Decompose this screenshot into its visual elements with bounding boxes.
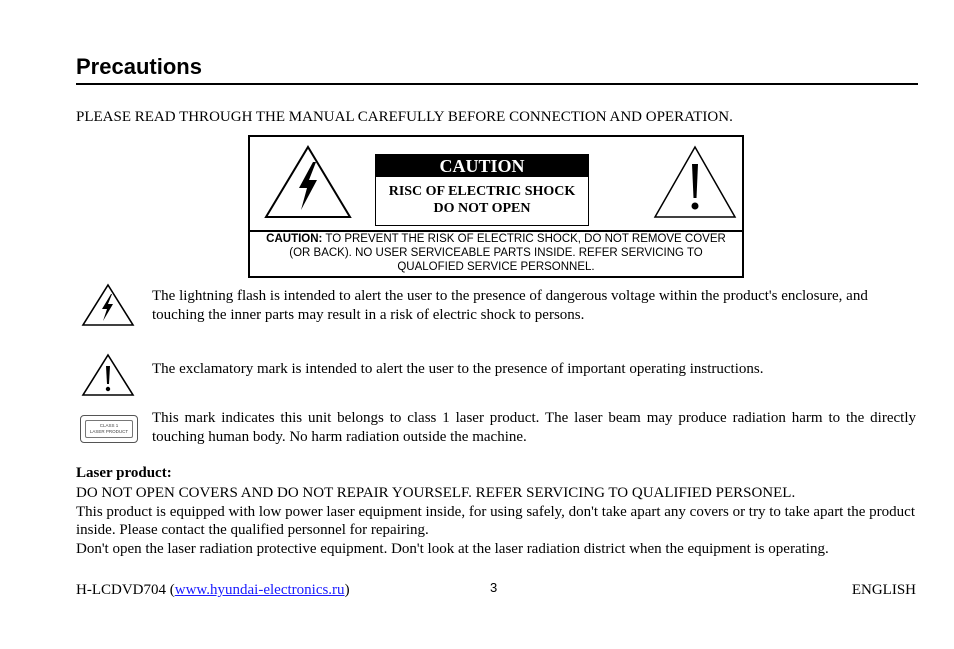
caution-note [256,232,736,274]
laser-mark-description: This mark indicates this unit belongs to class 1 laser product. The laser beam may produce radiation harm to the directly touching human body. No harm radiation outside the machine. [152,410,916,445]
page-title: Precautions [76,54,202,79]
laser-label-line1: CLASS 1 [99,423,119,428]
title-underline [76,83,918,85]
footer-model-text: H-LCDVD704 ( [76,582,175,598]
laser-label-line2: LASER PRODUCT [89,429,129,434]
exclamation-description: The exclamatory mark is intended to alert the user to the presence of important operating instructions. [152,361,764,377]
laser-product-line2: This product is equipped with low power laser equipment inside, for using safely, don't take apart any covers or try to take apart the product inside. Please contact the qualified personnel for repairing. [76,503,915,538]
laser-product-body [76,484,921,558]
laser-product-line3: Don't open the laser radiation protective equipment. Don't look at the laser radiation district when the equipment is operating. [76,540,829,557]
caution-banner-line1: RISC OF ELECTRIC SHOCK [388,184,576,199]
footer-model [76,582,350,599]
caution-banner [375,154,589,226]
intro-text: PLEASE READ THROUGH THE MANUAL CAREFULLY BEFORE CONNECTION AND OPERATION. [76,109,733,125]
caution-banner-title: CAUTION [376,155,588,177]
footer-language: ENGLISH [851,582,916,598]
caution-note-text: TO PREVENT THE RISK OF ELECTRIC SHOCK, DO NOT REMOVE COVER (OR BACK). NO USER SERVICEABLE PARTS INSIDE. REFER SERVICING TO QUALOFIED SERVICE PERSONNEL. [289,233,726,273]
laser-product-line1: DO NOT OPEN COVERS AND DO NOT REPAIR YOURSELF. REFER SERVICING TO QUALIFIED PERSONEL. [76,485,796,501]
footer-website-link[interactable]: www.hyundai-electronics.ru [174,582,345,598]
class1-laser-label-icon [80,415,138,443]
lightning-description: The lightning flash is intended to alert the user to the presence of dangerous voltage within the product's enclosure, and touching the inner parts may result in a risk of electric shock to persons. [152,288,868,323]
exclamation-triangle-icon [652,144,738,220]
exclamation-triangle-icon [80,352,136,398]
footer-model-close: ) [344,582,350,598]
caution-note-label: CAUTION: [266,233,323,245]
lightning-triangle-icon [263,144,353,220]
lightning-triangle-icon [80,282,136,328]
caution-banner-line2: DO NOT OPEN [433,201,531,216]
laser-product-heading: Laser product: [76,465,172,481]
page-number: 3 [490,580,498,595]
caution-box [248,135,744,278]
